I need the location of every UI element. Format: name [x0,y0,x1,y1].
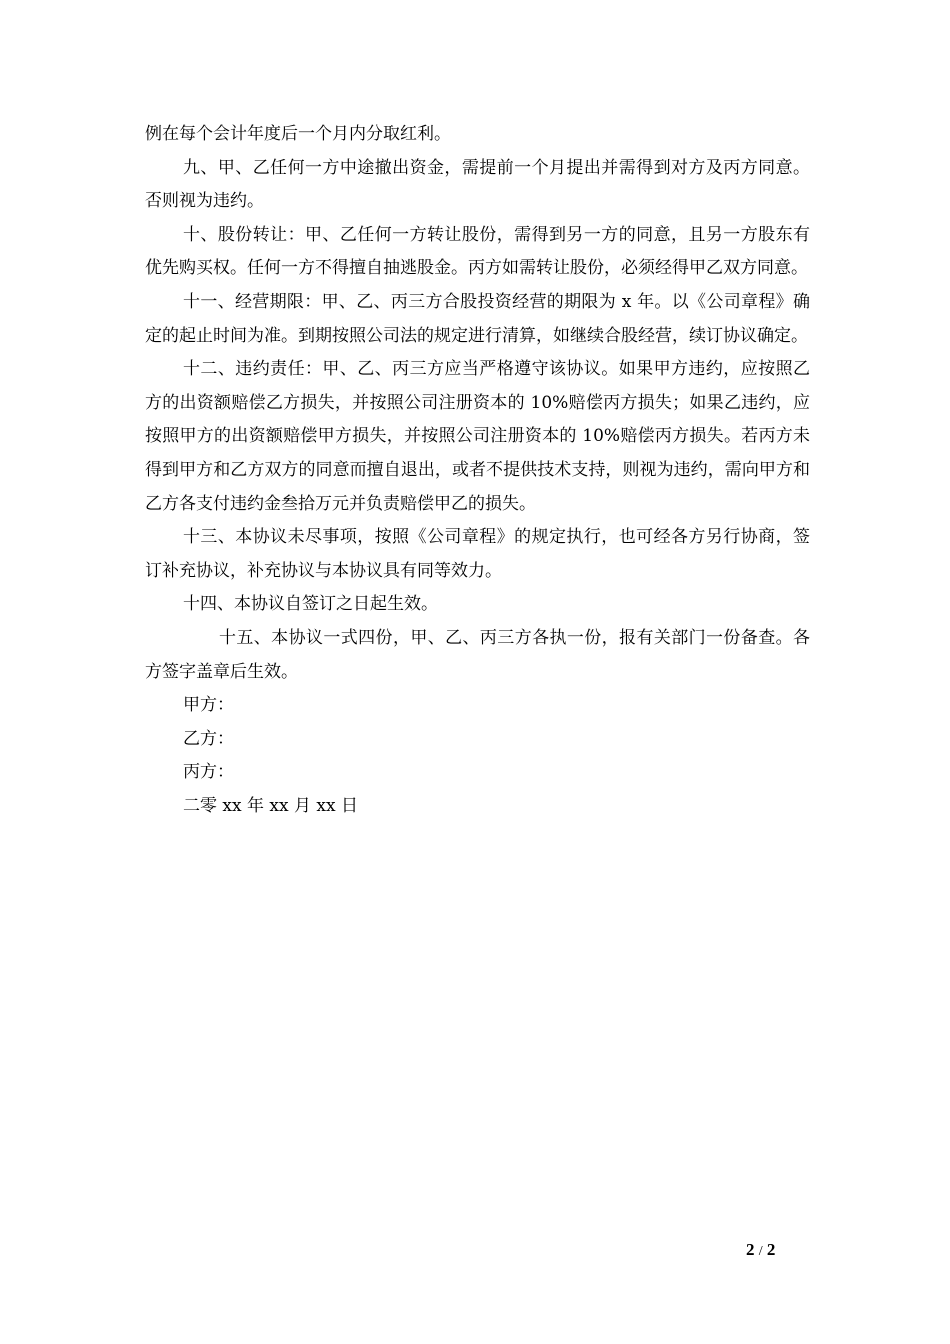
clause-15: 十五、本协议一式四份，甲、乙、丙三方各执一份，报有关部门一份备查。各方签字盖章后生效。 [145,627,810,682]
clause-11: 十一、经营期限：甲、乙、丙三方合股投资经营的期限为 x 年。以《公司章程》确定的起止时间为准。到期按照公司法的规定进行清算，如继续合股经营，续订协议确定。 [145,291,810,346]
signature-party-c: 丙方： [183,762,234,783]
paragraph-continuation: 例在每个会计年度后一个月内分取红利。 [145,124,451,144]
clause-9: 九、甲、乙任何一方中途撤出资金，需提前一个月提出并需得到对方及丙方同意。否则视为违约。 [145,157,810,212]
page-separator: / [758,1244,763,1259]
page-total: 2 [766,1240,776,1259]
page-number [746,1240,775,1260]
clause-14: 十四、本协议自签订之日起生效。 [183,594,438,615]
document-body [145,118,810,823]
signature-party-a: 甲方： [183,695,234,716]
clause-10: 十、股份转让：甲、乙任何一方转让股份，需得到另一方的同意，且另一方股东有优先购买权。任何一方不得擅自抽逃股金。丙方如需转让股份，必须经得甲乙双方同意。 [145,224,810,279]
clause-13: 十三、本协议未尽事项，按照《公司章程》的规定执行，也可经各方另行协商，签订补充协议，补充协议与本协议具有同等效力。 [145,527,810,581]
page-current: 2 [746,1240,755,1259]
clause-12: 十二、违约责任：甲、乙、丙三方应当严格遵守该协议。如果甲方违约，应按照乙方的出资额赔偿乙方损失，并按照公司注册资本的 10%赔偿丙方损失；如果乙违约，应按照甲方的出资额赔偿甲方损失，并按照公司注册资本的 10%赔偿丙方损失。若丙方未得到甲方和乙方双方的同意而擅自退出，或者不提供技术支持，则视为违约，需向甲方和乙方各支付违约金叁拾万元并负责赔偿甲乙的损失。 [145,359,810,514]
signature-date: 二零 xx 年 xx 月 xx 日 [183,795,358,816]
signature-party-b: 乙方： [183,728,234,749]
